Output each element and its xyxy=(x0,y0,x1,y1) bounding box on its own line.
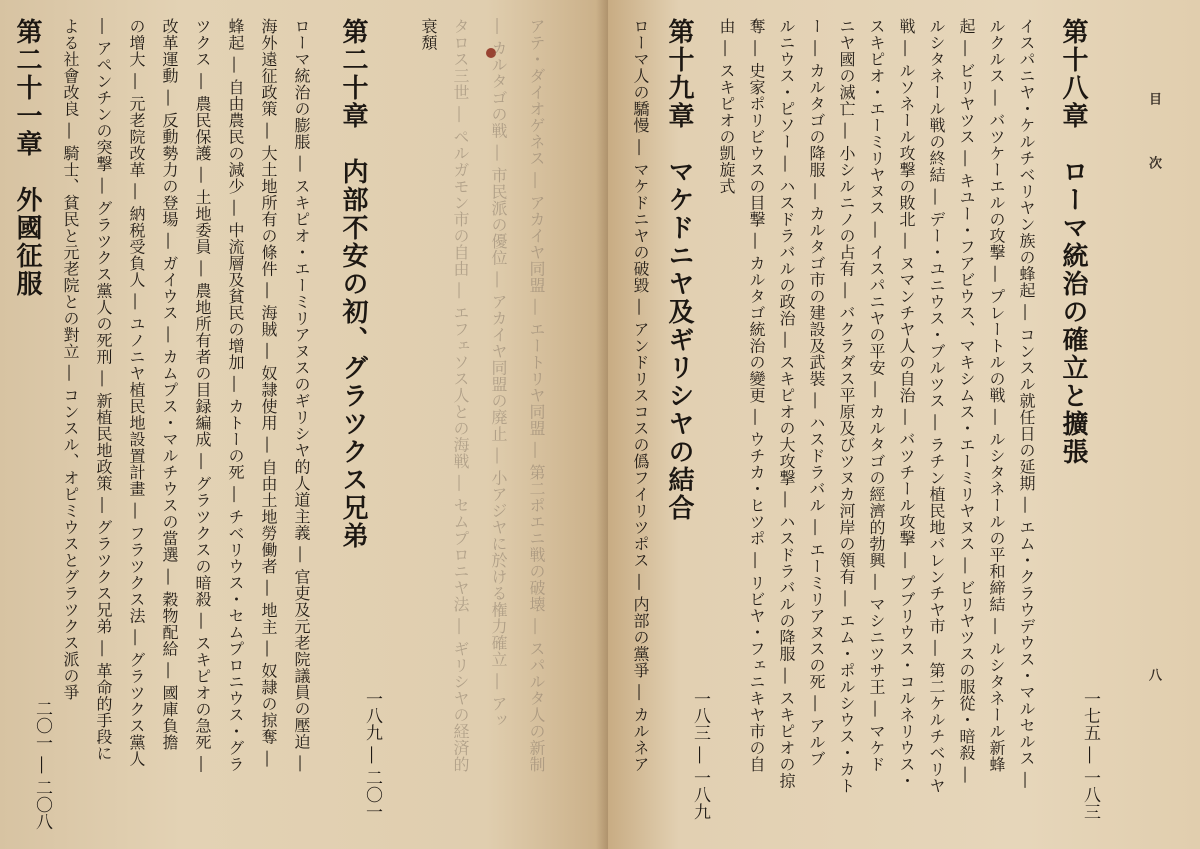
chapter-18-line: ニヤ國の滅亡 ― 小シルニノの占有 ― バクラダス平原及びツヌカ河岸の領有 ― エム・ポルシウス・カト xyxy=(837,18,856,795)
chapter-20-line: 改革運動 ― 反動勢力の登場 ― ガイウス ― カムプス・マルチウスの當選 ― 穀物配給 ― 國庫負擔 xyxy=(160,18,179,751)
chapter-20-line: ツクス ― 農民保護 ― 土地委員 ― 農地所有者の目録編成 ― グラツクスの暗殺 ― スキピオの急死 ― xyxy=(193,18,212,773)
faded-line: ― カルタゴの戦 ― 市民派の優位 ― アカイヤ同盟の廃止 ― 小アジヤに於ける権力確立 ― アッ xyxy=(489,18,508,729)
chapter-19-title: 第十九章 マケドニヤ及ギリシヤの結合 xyxy=(664,18,694,522)
chapter-19-pages: 一八三 ― 一八九 xyxy=(690,690,710,820)
header-mokuji-sub: 次 xyxy=(1146,156,1161,169)
page-number: 八 xyxy=(1146,668,1161,681)
chapter-18-line: ルニウス・ピソー ― ハスドラバルの政治 ― スキピオの大攻撃 ― ハスドラバルの降服 ― スキピオの掠 xyxy=(777,18,796,789)
faded-line: タロス三世 ― ペルガモン市の自由 ― エフェソス人との海戦 ― セムプロニヤ法 ― ギリシヤの経済的 xyxy=(451,18,470,773)
faded-line: アテ・ダイオゲネス ― アカイヤ同盟 ― エートリヤ同盟 ― 第二ポエニ戦の破壊 ― スパルタ人の新制 xyxy=(527,18,546,773)
faded-line: 衰頽 xyxy=(419,18,438,51)
chapter-18-pages: 一七五 ― 一八三 xyxy=(1080,690,1100,820)
chapter-18-line: ー ― カルタゴの降服 ― カルタゴ市の建設及武裝 ― ハスドラバル ― エーミリアヌスの死 ― アルブ xyxy=(807,18,826,767)
chapter-20-line: よる社會改良 ― 騎士、貧民と元老院との對立 ― コンスル、オピミウスとグラツクス派の爭 xyxy=(61,18,80,701)
chapter-18-line: 起 ― ビリヤツス ― キユー・フアビウス、マキシムス・エーミリヤヌス ― ビリヤツスの服從・暗殺 ― xyxy=(957,18,976,784)
header-mokuji-top: 目 xyxy=(1146,92,1161,105)
chapter-20-title: 第二十章 内部不安の初、グラツクス兄弟 xyxy=(338,18,368,550)
chapter-18-line: 奪 ― 史家ポリビウスの目撃 ― カルタゴ統治の變更 ― ウチカ・ヒツポ ― リビヤ・フェニキヤ市の自 xyxy=(747,18,766,773)
chapter-20-line: ローマ統治の膨脹 ― スキピオ・エーミリアヌスのギリシヤ的人道主義 ― 官吏及元老院議員の壓迫 ― xyxy=(292,18,311,772)
chapter-18-line: スキピオ・エーミリヤヌス ― イスパニヤの平安 ― カルタゴの經濟的勃興 ― マシニツサ王 ― マケド xyxy=(867,18,886,773)
chapter-18-line: ルシタネール戦の終結 ― デー・ユニウス・ブルツス ― ラチン植民地バレンチヤ市 ― 第二ケルチベリヤ xyxy=(927,18,946,795)
chapter-18-line: 由 ― スキピオの凱旋式 xyxy=(717,18,736,195)
chapter-21-title: 第二十一章 外國征服 xyxy=(12,18,42,298)
chapter-18-line: 戦 ― ルソネール攻撃の敗北 ― ヌマンチヤ人の自治 ― バツチール攻撃 ― プブリウス・コルネリウス・ xyxy=(897,18,916,789)
chapter-21-pages: 二〇一 ― 二〇八 xyxy=(32,700,52,830)
chapter-20-line: の增大 ― 元老院改革 ― 納税受負人 ― ユノニヤ植民地設置計畫 ― フラツクス法 ― グラツクス黨人 xyxy=(127,18,146,767)
chapter-20-line: ― アペンチンの突撃 ― グラツクス黨人の死刑 ― 新植民地政策 ― グラツクス兄弟 ― 革命的手段に xyxy=(94,18,113,762)
chapter-18-line: イスパニヤ・ケルチベリヤン族の蜂起 ― コンスル就任日の延期 ― エム・クラウデウス・マルセルス ― xyxy=(1017,18,1036,789)
chapter-20-pages: 一八九 ― 二〇一 xyxy=(362,690,382,820)
chapter-19-line: ローマ人の驕慢 ― マケドニヤの破毀 ― アンドリスコスの僞フイリツポス ― 内部の黨爭 ― カルネア xyxy=(631,18,650,773)
chapter-18-title: 第十八章 ローマ統治の確立と擴張 xyxy=(1058,18,1088,466)
chapter-20-line: 蜂起 ― 自由農民の減少 ― 中流層及貧民の增加 ― カトーの死 ― チベリウス・セムプロニウス・グラ xyxy=(226,18,245,773)
chapter-18-line: ルクルス ― バツケーエルの攻撃 ― プレートルの戦 ― ルシタネールの平和締結 ― ルシタネール新蜂 xyxy=(987,18,1006,773)
right-page xyxy=(608,0,1200,849)
chapter-20-line: 海外遠征政策 ― 大土地所有の條件 ― 海賊 ― 奴隷使用 ― 自由土地勞働者 ― 地主 ― 奴隷の掠奪 ― xyxy=(259,18,278,768)
